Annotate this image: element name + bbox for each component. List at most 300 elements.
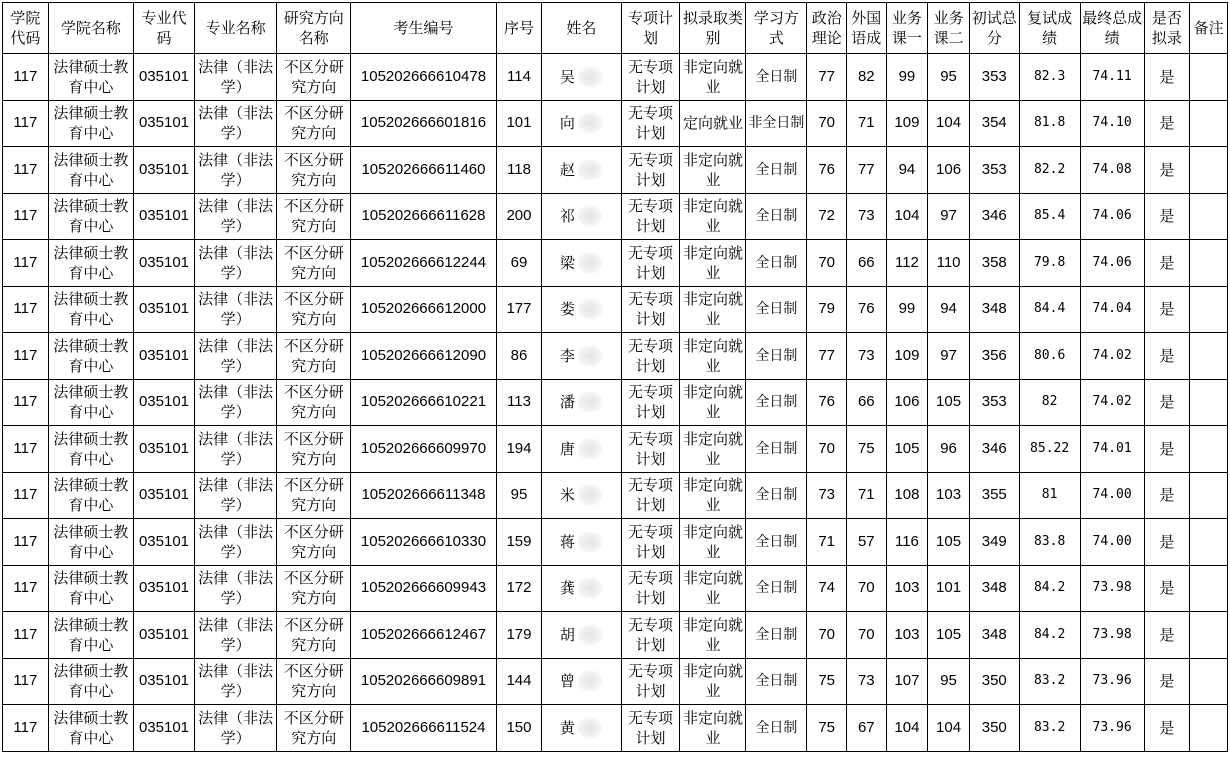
cell-name bbox=[542, 472, 621, 519]
cell-initial-total: 350 bbox=[969, 705, 1019, 752]
cell-study-mode: 全日制 bbox=[746, 472, 807, 519]
cell-study-mode: 全日制 bbox=[746, 426, 807, 473]
cell-admission-type: 非定向就业 bbox=[680, 193, 746, 240]
cell-seq: 200 bbox=[496, 193, 542, 240]
cell-retest: 81 bbox=[1019, 472, 1080, 519]
student-surname: 李 bbox=[559, 346, 575, 365]
cell-college-code: 117 bbox=[3, 147, 49, 194]
cell-name bbox=[542, 658, 621, 705]
cell-college-name: 法律硕士教育中心 bbox=[48, 519, 133, 566]
cell-college-name: 法律硕士教育中心 bbox=[48, 565, 133, 612]
header-admission-type: 拟录取类别 bbox=[680, 3, 746, 54]
cell-special-plan: 无专项计划 bbox=[621, 612, 680, 659]
cell-initial-total: 358 bbox=[969, 240, 1019, 287]
table-body bbox=[3, 54, 1228, 752]
cell-course1: 99 bbox=[886, 286, 928, 333]
cell-name bbox=[542, 333, 621, 380]
cell-college-code: 117 bbox=[3, 379, 49, 426]
cell-college-code: 117 bbox=[3, 193, 49, 240]
table-row bbox=[3, 519, 1228, 566]
header-major-name: 专业名称 bbox=[194, 3, 276, 54]
cell-exam-id: 105202666609891 bbox=[351, 658, 496, 705]
cell-name bbox=[542, 519, 621, 566]
cell-exam-id: 105202666611628 bbox=[351, 193, 496, 240]
table-row bbox=[3, 240, 1228, 287]
cell-exam-id: 105202666611524 bbox=[351, 705, 496, 752]
cell-major-name: 法律（非法学） bbox=[194, 705, 276, 752]
cell-initial-total: 356 bbox=[969, 333, 1019, 380]
cell-foreign-lang: 67 bbox=[847, 705, 887, 752]
header-retest: 复试成绩 bbox=[1019, 3, 1080, 54]
cell-politics: 73 bbox=[807, 472, 847, 519]
cell-seq: 194 bbox=[496, 426, 542, 473]
cell-study-mode: 全日制 bbox=[746, 240, 807, 287]
cell-course2: 104 bbox=[928, 100, 970, 147]
cell-remark bbox=[1190, 658, 1228, 705]
cell-admission-type: 非定向就业 bbox=[680, 333, 746, 380]
cell-course1: 116 bbox=[886, 519, 928, 566]
cell-college-code: 117 bbox=[3, 472, 49, 519]
cell-college-name: 法律硕士教育中心 bbox=[48, 426, 133, 473]
student-surname: 赵 bbox=[559, 160, 575, 179]
cell-college-name: 法律硕士教育中心 bbox=[48, 705, 133, 752]
cell-course1: 107 bbox=[886, 658, 928, 705]
cell-exam-id: 105202666612467 bbox=[351, 612, 496, 659]
cell-admitted: 是 bbox=[1144, 472, 1190, 519]
cell-seq: 114 bbox=[496, 54, 542, 101]
cell-initial-total: 348 bbox=[969, 286, 1019, 333]
cell-foreign-lang: 66 bbox=[847, 240, 887, 287]
cell-initial-total: 346 bbox=[969, 426, 1019, 473]
cell-retest: 84.2 bbox=[1019, 612, 1080, 659]
name-redaction-blur bbox=[577, 391, 603, 413]
cell-course2: 105 bbox=[928, 379, 970, 426]
cell-college-name: 法律硕士教育中心 bbox=[48, 147, 133, 194]
cell-direction: 不区分研究方向 bbox=[277, 100, 351, 147]
header-direction: 研究方向名称 bbox=[277, 3, 351, 54]
table-row bbox=[3, 658, 1228, 705]
admission-table bbox=[2, 2, 1228, 752]
cell-direction: 不区分研究方向 bbox=[277, 193, 351, 240]
cell-special-plan: 无专项计划 bbox=[621, 147, 680, 194]
cell-special-plan: 无专项计划 bbox=[621, 240, 680, 287]
cell-admission-type: 非定向就业 bbox=[680, 705, 746, 752]
cell-course1: 105 bbox=[886, 426, 928, 473]
cell-remark bbox=[1190, 54, 1228, 101]
cell-admission-type: 定向就业 bbox=[680, 100, 746, 147]
cell-admission-type: 非定向就业 bbox=[680, 472, 746, 519]
cell-course2: 96 bbox=[928, 426, 970, 473]
cell-study-mode: 全日制 bbox=[746, 612, 807, 659]
cell-seq: 118 bbox=[496, 147, 542, 194]
table-row bbox=[3, 193, 1228, 240]
cell-major-code: 035101 bbox=[134, 193, 195, 240]
cell-special-plan: 无专项计划 bbox=[621, 333, 680, 380]
cell-remark bbox=[1190, 100, 1228, 147]
cell-remark bbox=[1190, 519, 1228, 566]
cell-admitted: 是 bbox=[1144, 705, 1190, 752]
cell-course1: 103 bbox=[886, 612, 928, 659]
cell-course1: 112 bbox=[886, 240, 928, 287]
cell-seq: 150 bbox=[496, 705, 542, 752]
cell-major-name: 法律（非法学） bbox=[194, 379, 276, 426]
header-final-total: 最终总成绩 bbox=[1080, 3, 1144, 54]
cell-direction: 不区分研究方向 bbox=[277, 379, 351, 426]
cell-seq: 159 bbox=[496, 519, 542, 566]
cell-study-mode: 全日制 bbox=[746, 147, 807, 194]
cell-study-mode: 非全日制 bbox=[746, 100, 807, 147]
cell-admitted: 是 bbox=[1144, 100, 1190, 147]
cell-direction: 不区分研究方向 bbox=[277, 54, 351, 101]
cell-college-name: 法律硕士教育中心 bbox=[48, 193, 133, 240]
cell-seq: 86 bbox=[496, 333, 542, 380]
cell-remark bbox=[1190, 472, 1228, 519]
student-surname: 米 bbox=[559, 486, 575, 505]
cell-course1: 94 bbox=[886, 147, 928, 194]
cell-remark bbox=[1190, 240, 1228, 287]
name-redaction-blur bbox=[577, 717, 603, 739]
cell-major-code: 035101 bbox=[134, 519, 195, 566]
cell-politics: 70 bbox=[807, 240, 847, 287]
cell-initial-total: 354 bbox=[969, 100, 1019, 147]
cell-special-plan: 无专项计划 bbox=[621, 426, 680, 473]
cell-major-code: 035101 bbox=[134, 612, 195, 659]
cell-initial-total: 355 bbox=[969, 472, 1019, 519]
cell-major-name: 法律（非法学） bbox=[194, 286, 276, 333]
cell-direction: 不区分研究方向 bbox=[277, 705, 351, 752]
cell-retest: 85.22 bbox=[1019, 426, 1080, 473]
student-surname: 向 bbox=[559, 114, 575, 133]
cell-name bbox=[542, 565, 621, 612]
cell-name bbox=[542, 54, 621, 101]
cell-major-code: 035101 bbox=[134, 565, 195, 612]
cell-retest: 83.2 bbox=[1019, 658, 1080, 705]
cell-special-plan: 无专项计划 bbox=[621, 658, 680, 705]
cell-major-name: 法律（非法学） bbox=[194, 565, 276, 612]
cell-foreign-lang: 73 bbox=[847, 193, 887, 240]
cell-course2: 104 bbox=[928, 705, 970, 752]
cell-direction: 不区分研究方向 bbox=[277, 333, 351, 380]
cell-remark bbox=[1190, 426, 1228, 473]
cell-initial-total: 353 bbox=[969, 379, 1019, 426]
cell-final-total: 74.06 bbox=[1080, 240, 1144, 287]
cell-exam-id: 105202666610478 bbox=[351, 54, 496, 101]
cell-name bbox=[542, 193, 621, 240]
cell-admission-type: 非定向就业 bbox=[680, 147, 746, 194]
cell-admitted: 是 bbox=[1144, 612, 1190, 659]
cell-study-mode: 全日制 bbox=[746, 379, 807, 426]
cell-study-mode: 全日制 bbox=[746, 333, 807, 380]
cell-foreign-lang: 73 bbox=[847, 333, 887, 380]
name-redaction-blur bbox=[577, 159, 603, 181]
cell-course1: 99 bbox=[886, 54, 928, 101]
cell-foreign-lang: 73 bbox=[847, 658, 887, 705]
cell-foreign-lang: 77 bbox=[847, 147, 887, 194]
header-special-plan: 专项计划 bbox=[621, 3, 680, 54]
cell-admitted: 是 bbox=[1144, 147, 1190, 194]
cell-foreign-lang: 71 bbox=[847, 472, 887, 519]
cell-study-mode: 全日制 bbox=[746, 705, 807, 752]
student-surname: 胡 bbox=[559, 625, 575, 644]
cell-retest: 83.2 bbox=[1019, 705, 1080, 752]
cell-retest: 83.8 bbox=[1019, 519, 1080, 566]
cell-admitted: 是 bbox=[1144, 333, 1190, 380]
cell-major-name: 法律（非法学） bbox=[194, 472, 276, 519]
cell-direction: 不区分研究方向 bbox=[277, 565, 351, 612]
header-remark: 备注 bbox=[1190, 3, 1228, 54]
cell-major-code: 035101 bbox=[134, 426, 195, 473]
cell-study-mode: 全日制 bbox=[746, 286, 807, 333]
cell-college-name: 法律硕士教育中心 bbox=[48, 658, 133, 705]
cell-course2: 94 bbox=[928, 286, 970, 333]
cell-politics: 70 bbox=[807, 426, 847, 473]
cell-final-total: 73.98 bbox=[1080, 565, 1144, 612]
cell-major-code: 035101 bbox=[134, 54, 195, 101]
cell-seq: 95 bbox=[496, 472, 542, 519]
cell-study-mode: 全日制 bbox=[746, 519, 807, 566]
cell-final-total: 73.98 bbox=[1080, 612, 1144, 659]
cell-name bbox=[542, 705, 621, 752]
name-redaction-blur bbox=[577, 252, 603, 274]
cell-exam-id: 105202666611460 bbox=[351, 147, 496, 194]
cell-admission-type: 非定向就业 bbox=[680, 240, 746, 287]
cell-admitted: 是 bbox=[1144, 240, 1190, 287]
cell-final-total: 73.96 bbox=[1080, 705, 1144, 752]
cell-initial-total: 346 bbox=[969, 193, 1019, 240]
student-surname: 潘 bbox=[559, 393, 575, 412]
cell-seq: 69 bbox=[496, 240, 542, 287]
cell-course1: 104 bbox=[886, 705, 928, 752]
cell-name bbox=[542, 379, 621, 426]
cell-major-name: 法律（非法学） bbox=[194, 147, 276, 194]
table-row bbox=[3, 147, 1228, 194]
cell-major-name: 法律（非法学） bbox=[194, 658, 276, 705]
cell-college-code: 117 bbox=[3, 54, 49, 101]
cell-seq: 144 bbox=[496, 658, 542, 705]
cell-college-name: 法律硕士教育中心 bbox=[48, 612, 133, 659]
cell-politics: 70 bbox=[807, 100, 847, 147]
cell-course1: 106 bbox=[886, 379, 928, 426]
cell-admitted: 是 bbox=[1144, 286, 1190, 333]
cell-course2: 101 bbox=[928, 565, 970, 612]
cell-major-code: 035101 bbox=[134, 286, 195, 333]
table-row bbox=[3, 54, 1228, 101]
cell-college-code: 117 bbox=[3, 565, 49, 612]
cell-exam-id: 105202666612244 bbox=[351, 240, 496, 287]
table-header bbox=[3, 3, 1228, 54]
cell-politics: 77 bbox=[807, 54, 847, 101]
cell-remark bbox=[1190, 193, 1228, 240]
name-redaction-blur bbox=[577, 531, 603, 553]
cell-college-code: 117 bbox=[3, 426, 49, 473]
cell-politics: 75 bbox=[807, 658, 847, 705]
cell-foreign-lang: 75 bbox=[847, 426, 887, 473]
table-row bbox=[3, 612, 1228, 659]
cell-course1: 109 bbox=[886, 100, 928, 147]
cell-foreign-lang: 82 bbox=[847, 54, 887, 101]
cell-politics: 75 bbox=[807, 705, 847, 752]
cell-direction: 不区分研究方向 bbox=[277, 519, 351, 566]
name-redaction-blur bbox=[577, 112, 603, 134]
student-surname: 梁 bbox=[559, 253, 575, 272]
cell-admission-type: 非定向就业 bbox=[680, 658, 746, 705]
cell-seq: 101 bbox=[496, 100, 542, 147]
cell-foreign-lang: 76 bbox=[847, 286, 887, 333]
cell-remark bbox=[1190, 565, 1228, 612]
cell-exam-id: 105202666610221 bbox=[351, 379, 496, 426]
cell-retest: 85.4 bbox=[1019, 193, 1080, 240]
header-exam-id: 考生编号 bbox=[351, 3, 496, 54]
table-row bbox=[3, 286, 1228, 333]
cell-exam-id: 105202666609970 bbox=[351, 426, 496, 473]
name-redaction-blur bbox=[577, 438, 603, 460]
cell-foreign-lang: 71 bbox=[847, 100, 887, 147]
table-row bbox=[3, 379, 1228, 426]
cell-direction: 不区分研究方向 bbox=[277, 612, 351, 659]
cell-admission-type: 非定向就业 bbox=[680, 286, 746, 333]
cell-major-code: 035101 bbox=[134, 100, 195, 147]
cell-major-name: 法律（非法学） bbox=[194, 612, 276, 659]
cell-final-total: 74.06 bbox=[1080, 193, 1144, 240]
cell-remark bbox=[1190, 612, 1228, 659]
cell-foreign-lang: 70 bbox=[847, 612, 887, 659]
cell-college-name: 法律硕士教育中心 bbox=[48, 240, 133, 287]
cell-name bbox=[542, 286, 621, 333]
cell-college-code: 117 bbox=[3, 705, 49, 752]
cell-exam-id: 105202666612090 bbox=[351, 333, 496, 380]
cell-final-total: 74.02 bbox=[1080, 379, 1144, 426]
student-surname: 蒋 bbox=[559, 532, 575, 551]
cell-major-code: 035101 bbox=[134, 379, 195, 426]
cell-admission-type: 非定向就业 bbox=[680, 426, 746, 473]
cell-course2: 97 bbox=[928, 193, 970, 240]
cell-seq: 113 bbox=[496, 379, 542, 426]
cell-major-name: 法律（非法学） bbox=[194, 193, 276, 240]
cell-exam-id: 105202666610330 bbox=[351, 519, 496, 566]
cell-major-name: 法律（非法学） bbox=[194, 100, 276, 147]
cell-college-code: 117 bbox=[3, 519, 49, 566]
cell-special-plan: 无专项计划 bbox=[621, 705, 680, 752]
cell-retest: 81.8 bbox=[1019, 100, 1080, 147]
cell-initial-total: 353 bbox=[969, 54, 1019, 101]
table-row bbox=[3, 565, 1228, 612]
cell-name bbox=[542, 147, 621, 194]
cell-remark bbox=[1190, 333, 1228, 380]
cell-politics: 76 bbox=[807, 147, 847, 194]
cell-retest: 84.2 bbox=[1019, 565, 1080, 612]
cell-name bbox=[542, 612, 621, 659]
student-surname: 曾 bbox=[559, 672, 575, 691]
cell-course1: 108 bbox=[886, 472, 928, 519]
cell-politics: 77 bbox=[807, 333, 847, 380]
cell-special-plan: 无专项计划 bbox=[621, 193, 680, 240]
name-redaction-blur bbox=[577, 205, 603, 227]
cell-seq: 177 bbox=[496, 286, 542, 333]
cell-final-total: 74.11 bbox=[1080, 54, 1144, 101]
cell-initial-total: 353 bbox=[969, 147, 1019, 194]
cell-special-plan: 无专项计划 bbox=[621, 379, 680, 426]
cell-exam-id: 105202666611348 bbox=[351, 472, 496, 519]
name-redaction-blur bbox=[577, 670, 603, 692]
student-surname: 黄 bbox=[559, 718, 575, 737]
cell-final-total: 74.08 bbox=[1080, 147, 1144, 194]
cell-final-total: 74.00 bbox=[1080, 472, 1144, 519]
student-surname: 唐 bbox=[559, 439, 575, 458]
header-politics: 政治理论 bbox=[807, 3, 847, 54]
header-major-code: 专业代码 bbox=[134, 3, 195, 54]
cell-college-name: 法律硕士教育中心 bbox=[48, 54, 133, 101]
student-surname: 吴 bbox=[559, 67, 575, 86]
cell-college-name: 法律硕士教育中心 bbox=[48, 333, 133, 380]
cell-final-total: 74.04 bbox=[1080, 286, 1144, 333]
name-redaction-blur bbox=[577, 484, 603, 506]
cell-exam-id: 105202666601816 bbox=[351, 100, 496, 147]
cell-special-plan: 无专项计划 bbox=[621, 519, 680, 566]
cell-admitted: 是 bbox=[1144, 426, 1190, 473]
cell-admitted: 是 bbox=[1144, 54, 1190, 101]
cell-direction: 不区分研究方向 bbox=[277, 286, 351, 333]
cell-foreign-lang: 57 bbox=[847, 519, 887, 566]
cell-special-plan: 无专项计划 bbox=[621, 565, 680, 612]
name-redaction-blur bbox=[577, 66, 603, 88]
cell-foreign-lang: 70 bbox=[847, 565, 887, 612]
cell-remark bbox=[1190, 147, 1228, 194]
cell-politics: 70 bbox=[807, 612, 847, 659]
table-row bbox=[3, 426, 1228, 473]
header-initial-total: 初试总分 bbox=[969, 3, 1019, 54]
cell-course2: 110 bbox=[928, 240, 970, 287]
cell-course2: 105 bbox=[928, 519, 970, 566]
cell-admitted: 是 bbox=[1144, 193, 1190, 240]
header-course2: 业务课二 bbox=[928, 3, 970, 54]
cell-admission-type: 非定向就业 bbox=[680, 612, 746, 659]
cell-name bbox=[542, 426, 621, 473]
cell-final-total: 74.10 bbox=[1080, 100, 1144, 147]
student-surname: 娄 bbox=[559, 300, 575, 319]
cell-politics: 76 bbox=[807, 379, 847, 426]
cell-major-code: 035101 bbox=[134, 658, 195, 705]
cell-exam-id: 105202666612000 bbox=[351, 286, 496, 333]
cell-course2: 95 bbox=[928, 658, 970, 705]
cell-admission-type: 非定向就业 bbox=[680, 519, 746, 566]
header-seq: 序号 bbox=[496, 3, 542, 54]
cell-course1: 109 bbox=[886, 333, 928, 380]
table-row bbox=[3, 333, 1228, 380]
header-course1: 业务课一 bbox=[886, 3, 928, 54]
cell-politics: 79 bbox=[807, 286, 847, 333]
cell-exam-id: 105202666609943 bbox=[351, 565, 496, 612]
cell-politics: 74 bbox=[807, 565, 847, 612]
cell-major-name: 法律（非法学） bbox=[194, 54, 276, 101]
cell-study-mode: 全日制 bbox=[746, 54, 807, 101]
cell-college-name: 法律硕士教育中心 bbox=[48, 100, 133, 147]
cell-college-name: 法律硕士教育中心 bbox=[48, 379, 133, 426]
cell-college-code: 117 bbox=[3, 333, 49, 380]
cell-college-code: 117 bbox=[3, 612, 49, 659]
header-name: 姓名 bbox=[542, 3, 621, 54]
cell-retest: 80.6 bbox=[1019, 333, 1080, 380]
cell-name bbox=[542, 100, 621, 147]
cell-college-name: 法律硕士教育中心 bbox=[48, 286, 133, 333]
cell-major-name: 法律（非法学） bbox=[194, 333, 276, 380]
cell-study-mode: 全日制 bbox=[746, 565, 807, 612]
table-row bbox=[3, 472, 1228, 519]
header-college-name: 学院名称 bbox=[48, 3, 133, 54]
cell-course2: 106 bbox=[928, 147, 970, 194]
table-row bbox=[3, 705, 1228, 752]
cell-major-name: 法律（非法学） bbox=[194, 519, 276, 566]
name-redaction-blur bbox=[577, 298, 603, 320]
